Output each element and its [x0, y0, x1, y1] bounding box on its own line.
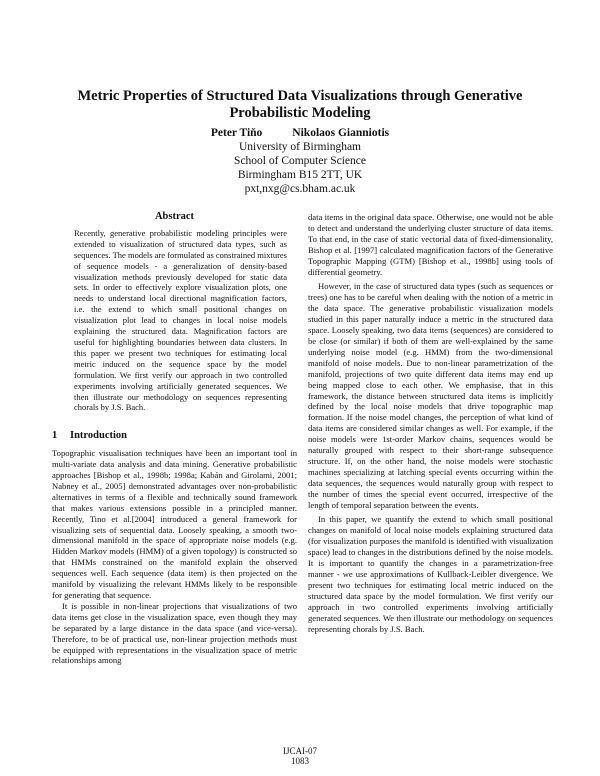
- page-footer: [0, 746, 600, 766]
- author-email: pxt,nxg@cs.bham.ac.uk: [244, 183, 356, 195]
- body-paragraph: However, in the case of structured data types (such as sequences or trees) one has to be careful when dealing with the notion of a metric in the data space. The generative probabilistic visualization models studied in this paper naturally induce a metric in the structured data space. Loosely speaking, two data items (sequences) are considered to be close (or similar) if both of them are well-explained by the same underlying noise model (e.g. HMM) from the two-dimensional manifold of noise models. Due to non-linear parametrization of the manifold, projections of two quite different data items may end up being mapped close to each other. We emphasise, that in this framework, the distance between structured data items is implicitly defined by the local noise models that drive topographic map formation. If the noise model changes, the perception of what kind of data items are considered similar changes as well. For example, if the noise models were 1st-order Markov chains, sequences would be naturally grouped with respect to their short-range subsequence structure. If, on the other hand, the noise models were stochastic machines specializing at latching special events occurring within the data sequences, the sequences would naturally group with respect to the number of times the special event occurred, irrespective of the length of temporal separation between the events.: [308, 281, 553, 510]
- page-number: 1083: [291, 756, 309, 766]
- abstract-text: Recently, generative probabilistic modeling principles were extended to visualization of structured data types, such as sequences. The models are formulated as constrained mixtures of sequence models - a generalization of density-based visualization methods previously developed for static data sets. In order to effectively explore visualization plots, one needs to understand local directional magnification factors, i.e. the extend to which small positional changes on visualization plot lead to changes in local noise models explaining the structured data. Magnification factors are useful for highlighting boundaries between data clusters. In this paper we present two techniques for estimating local metric induced on the sequence space by the model formulation. We first verify our approach in two controlled experiments involving artificially generated sequences. We then illustrate our methodology on sequences representing chorals by J.S. Bach.: [74, 227, 287, 413]
- venue-label: IJCAI-07: [283, 746, 317, 756]
- left-column: [52, 212, 297, 666]
- paper-title: Metric Properties of Structured Data Visualizations through Generative Probabilistic Modeling: [77, 88, 523, 121]
- author-names: [100, 126, 500, 140]
- author-name: Peter Tiňo: [210, 127, 263, 139]
- body-paragraph: data items in the original data space. Otherwise, one would not be able to detect and understand the underlying cluster structure of data items. To that end, in the case of static vectorial data of fixed-dimensionality, Bishop et al. [1997] calculated magnification factors of the Generative Topographic Mapping (GTM) [Bishop et al., 1998b] using tools of differential geometry.: [308, 212, 553, 277]
- abstract-heading: Abstract: [154, 211, 195, 222]
- affiliation-line: Birmingham B15 2TT, UK: [237, 169, 363, 181]
- affiliation-line: School of Computer Science: [234, 155, 366, 167]
- section-number: 1: [52, 430, 58, 442]
- author-name: Nikolaos Gianniotis: [292, 127, 390, 139]
- body-paragraph: It is possible in non-linear projections that visualizations of two data items get close in the visualization space, even though they may be separated by a large distance in the data space (and vice-versa). Therefore, to be of practical use, non-linear projection methods must be equipped with representations in the visualization space of metric relationships among: [52, 600, 297, 666]
- body-paragraph: Topographic visualisation techniques have been an important tool in multi-variate data analysis and data mining. Generative probabilistic approaches [Bishop et al., 1998b; 1998a; Kabán and Girolami, 2001; Nabney et al., 2005] demonstrated advantages over non-probabilistic alternatives in terms of a flexible and technically sound framework that makes various extensions possible in a principled manner. Recently, Tino et al.[2004] introduced a general framework for visualizing sets of sequential data. Loosely speaking, a smooth two-dimensional manifold in the space of appropriate noise models (e.g. Hidden Markov models (HMM) of a given topology) is constructed so that HMMs constrained on the manifold explain the observed sequences well. Each sequence (data item) is then projected on the manifold by visualizing the relevant HMMs likely to be responsible for generating that sequence.: [52, 448, 297, 600]
- author-block: [100, 126, 500, 196]
- affiliation-line: University of Birmingham: [238, 141, 361, 153]
- right-column: [308, 212, 553, 634]
- body-paragraph: In this paper, we quantify the extend to which small positional changes on manifold of local noise models explaining structured data (for visualization purposes the manifold is identified with visualization space) lead to changes in the distributions defined by the noise models. It is important to quantify the changes in a parametrization-free manner - we use approximations of Kullback-Leibler divergence. We present two techniques for estimating local metric induced on the structured data space by the model formulation. We first verify our approach in two controlled experiments involving artificially generated sequences. We then illustrate our methodology on sequences representing chorals by J.S. Bach.: [308, 514, 553, 634]
- section-heading-introduction: [52, 431, 297, 442]
- section-title: Introduction: [70, 430, 127, 442]
